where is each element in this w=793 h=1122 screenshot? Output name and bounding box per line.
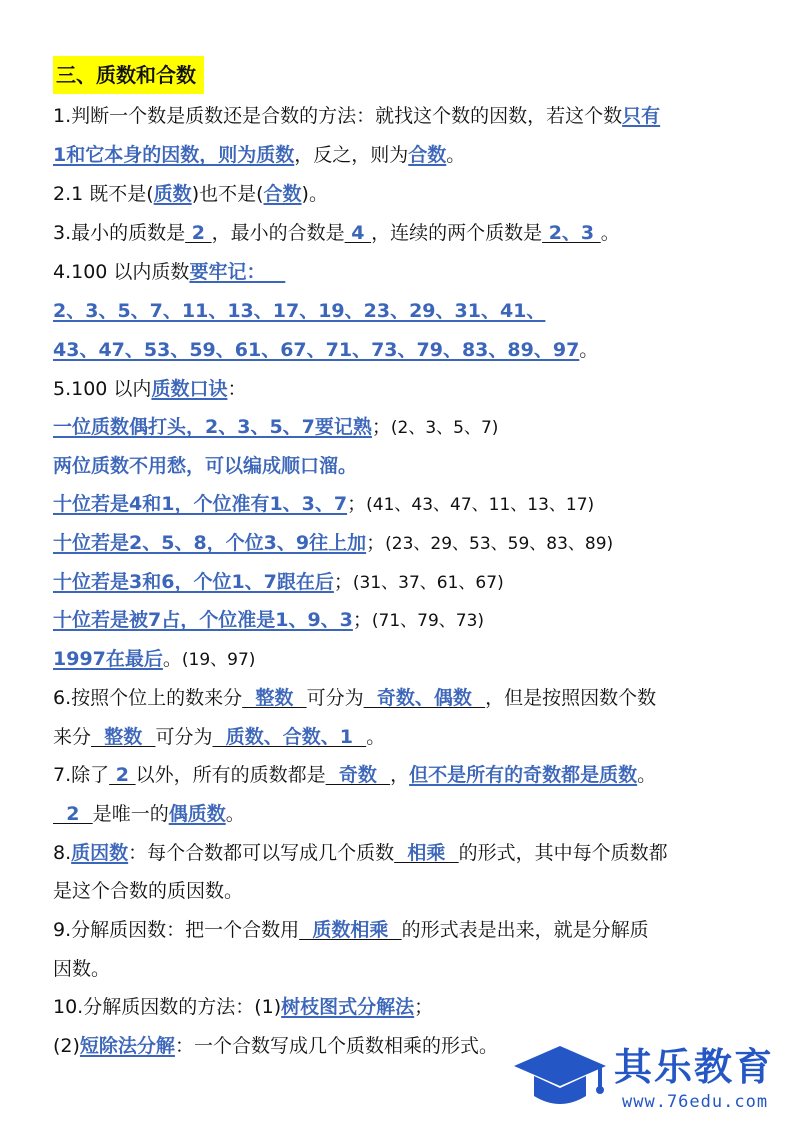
line-3	[53, 181, 328, 207]
answer: 奇数	[325, 764, 391, 786]
answer: 质数	[153, 183, 192, 205]
logo-url[interactable]: www.76edu.com	[622, 1092, 769, 1112]
answer: 十位若是4和1，个位准有1、3、7	[53, 493, 348, 515]
text: 5.100 以内	[53, 378, 152, 400]
answer: 合数	[263, 183, 302, 205]
logo-name: 其乐教育	[614, 1045, 775, 1089]
text: ；	[414, 996, 434, 1018]
text: (31、37、61、67)	[352, 573, 504, 593]
text: 是唯一的	[92, 803, 169, 825]
line-1	[53, 103, 660, 129]
line-23	[53, 956, 110, 982]
line-16	[53, 685, 656, 711]
text: 。	[446, 144, 466, 166]
text: 可分为	[155, 726, 213, 748]
text: 。	[162, 648, 182, 670]
answer: 43、47、53、59、61、67、71、73、79、83、89、97	[53, 339, 580, 361]
line-11	[53, 491, 594, 518]
answer: 质因数	[71, 842, 129, 864]
text: 的形式表是出来，就是分解质	[401, 919, 649, 941]
text: 。	[225, 803, 245, 825]
text: ：一个合数写成几个质数相乘的形式。	[174, 1035, 498, 1057]
line-15	[53, 646, 255, 673]
line-17	[53, 724, 385, 750]
answer: 一位质数偶打头，2、3、5、7要记熟	[53, 416, 372, 438]
text: 7.除了	[53, 764, 110, 786]
answer: 树枝图式分解法	[281, 996, 415, 1018]
text: ；	[333, 571, 353, 593]
text: 来分	[53, 726, 92, 748]
answer: 十位若是被7占，个位准是1、9、3	[53, 609, 353, 631]
text: (19、97)	[181, 650, 256, 670]
answer: 2、3、5、7、11、13、17、19、23、29、31、41、	[53, 300, 546, 322]
answer: 短除法分解	[79, 1035, 175, 1057]
text: 3.最小的质数是	[53, 222, 186, 244]
text: 是这个合数的质因数。	[53, 880, 244, 902]
text: ：	[227, 378, 247, 400]
text: 因数。	[53, 958, 111, 980]
text: 。	[366, 726, 386, 748]
answer: 2	[53, 803, 93, 825]
answer: 偶质数	[168, 803, 226, 825]
answer: 只有	[622, 105, 661, 127]
answer: 奇数、偶数	[363, 687, 486, 709]
text: ，但是按照因数个数	[485, 687, 657, 709]
answer: 2、3	[542, 222, 601, 244]
answer: 十位若是2、5、8，个位3、9往上加	[53, 532, 367, 554]
text: 可分为	[306, 687, 364, 709]
text: ，最小的合数是	[211, 222, 345, 244]
line-12	[53, 530, 613, 557]
line-8	[53, 376, 246, 402]
line-21	[53, 878, 243, 904]
line-14	[53, 607, 484, 634]
answer: 1和它本身的因数，则为质数	[53, 144, 295, 166]
line-9	[53, 414, 498, 441]
answer: 但不是所有的奇数都是质数	[409, 764, 638, 786]
text: (71、79、73)	[371, 611, 485, 631]
line-13	[53, 569, 504, 596]
answer: 十位若是3和6，个位1、7跟在后	[53, 571, 334, 593]
section-heading: 三、质数和合数	[53, 56, 204, 94]
text: (2、3、5、7)	[390, 418, 499, 438]
text: ；	[352, 609, 372, 631]
answer: 2	[185, 222, 212, 244]
text: 的形式，其中每个质数都	[458, 842, 668, 864]
line-19	[53, 801, 245, 827]
answer: 要牢记：	[189, 261, 286, 283]
text: ；	[347, 493, 367, 515]
text: ；	[366, 532, 386, 554]
answer: 相乘	[394, 842, 459, 864]
answer: 2	[109, 764, 136, 786]
answer: 整数	[242, 687, 307, 709]
line-18	[53, 762, 656, 788]
line-6	[53, 298, 545, 324]
text: 2.1 既不是(	[53, 183, 154, 205]
text: 4.100 以内质数	[53, 261, 190, 283]
text: (2)	[53, 1035, 80, 1057]
answer: 质数、合数、1	[212, 726, 367, 748]
line-25	[53, 1033, 498, 1059]
line-7	[53, 337, 598, 363]
line-5	[53, 259, 285, 285]
text: (41、43、47、11、13、17)	[366, 495, 595, 515]
text: 。	[637, 764, 657, 786]
answer: 4	[344, 222, 372, 244]
text: )。	[301, 183, 328, 205]
line-2	[53, 142, 465, 168]
text: 1.判断一个数是质数还是合数的方法：就找这个数的因数，若这个数	[53, 105, 623, 127]
answer: 1997在最后	[53, 648, 163, 670]
answer: 合数	[408, 144, 447, 166]
text: (23、29、53、59、83、89)	[385, 534, 614, 554]
text: 。	[579, 339, 599, 361]
text: 以外，所有的质数都是	[135, 764, 326, 786]
text: 6.按照个位上的数来分	[53, 687, 243, 709]
line-22	[53, 917, 649, 943]
line-4	[53, 220, 620, 246]
answer: 质数口诀	[151, 378, 228, 400]
answer: 两位质数不用愁，可以编成顺口溜。	[53, 455, 358, 477]
line-24	[53, 994, 433, 1020]
answer: 整数	[91, 726, 156, 748]
answer: 质数相乘	[299, 919, 402, 941]
text: ；	[371, 416, 391, 438]
text: 9.分解质因数：把一个合数用	[53, 919, 300, 941]
text: 。	[600, 222, 620, 244]
text: ，反之，则为	[294, 144, 409, 166]
text: ，连续的两个质数是	[371, 222, 543, 244]
line-20	[53, 840, 668, 866]
text: ：每个合数都可以写成几个质数	[128, 842, 395, 864]
text: 8.	[53, 842, 72, 864]
text: 10.分解质因数的方法：(1)	[53, 996, 282, 1018]
text: ，	[390, 764, 410, 786]
line-10	[53, 453, 357, 479]
text: )也不是(	[191, 183, 264, 205]
